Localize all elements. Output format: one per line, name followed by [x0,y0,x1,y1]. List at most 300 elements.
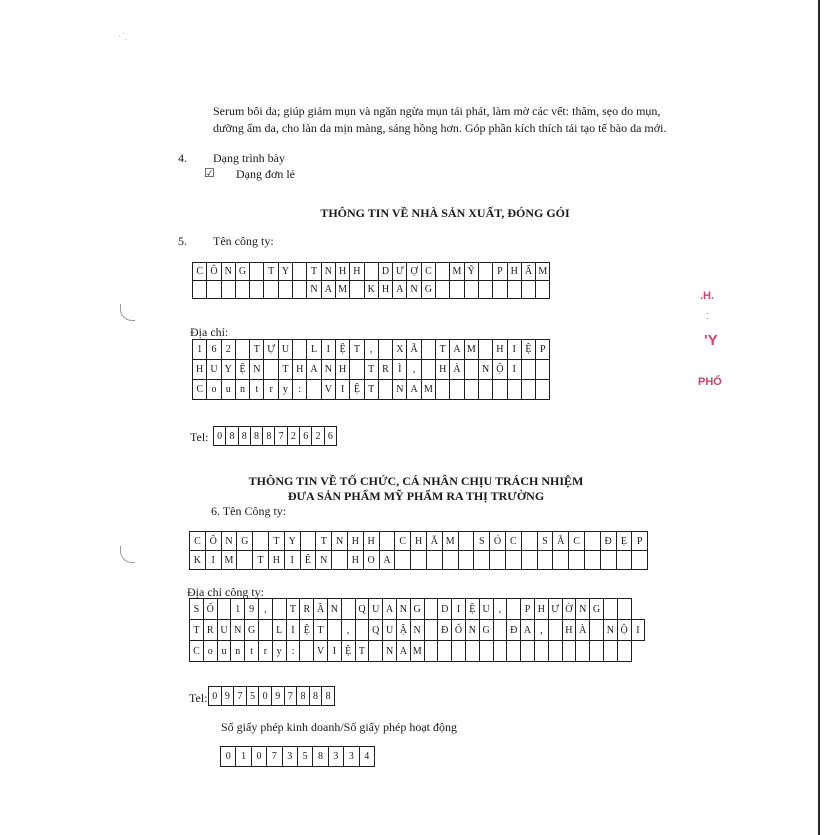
grid-row [193,360,550,380]
grid-cell: Ệ [341,641,355,662]
grid-cell: N [396,599,410,620]
grid-cell: N [231,620,245,641]
grid-cell [253,532,269,551]
grid-cell: T [364,360,378,380]
grid-cell: M [221,551,237,570]
grid-cell: H [411,532,427,551]
grid-cell [300,532,316,551]
grid-cell: U [217,620,231,641]
grid-row [193,281,550,299]
grid-cell [341,599,355,620]
grid-cell: P [493,263,507,281]
grid-cell [537,551,553,570]
grid-cell: 9 [245,599,259,620]
grid-row [190,551,648,570]
grid-cell: N [383,641,397,662]
grid-cell: U [278,340,292,360]
grid-cell: 7 [284,687,297,706]
grid-cell: V [314,641,328,662]
grid-cell: T [314,620,328,641]
grid-cell: T [355,641,369,662]
address-label-2: Địa chỉ công ty: [187,585,264,599]
grid-cell: R [203,620,217,641]
grid-cell: 1 [236,747,251,767]
grid-cell [235,340,249,360]
grid-cell: C [505,532,521,551]
grid-cell: C [395,532,411,551]
company-number: 5. [178,234,187,248]
grid-cell [521,532,537,551]
grid-cell: I [452,599,466,620]
grid-cell: S [537,532,553,551]
grid-cell: M [450,263,464,281]
grid-cell: G [410,599,424,620]
grid-cell: 2 [221,340,235,360]
grid-cell: A [521,620,535,641]
grid-cell [464,281,478,299]
grid-cell: H [193,360,207,380]
grid-cell: U [369,599,383,620]
grid-cell: N [327,599,341,620]
grid-cell [424,620,438,641]
grid-cell: Ầ [314,599,328,620]
grid-cell [300,641,314,662]
grid-cell [278,281,292,299]
grid-cell [350,281,364,299]
grid-cell [250,281,264,299]
grid-cell [442,551,458,570]
grid-cell: 8 [250,427,262,446]
grid-cell: 7 [267,747,282,767]
grid-cell: N [221,532,237,551]
grid-cell: I [507,340,521,360]
grid-cell [507,641,521,662]
grid-cell: , [258,599,272,620]
grid-cell: Ư [393,263,407,281]
grid-cell: Ỹ [464,263,478,281]
grid-cell: Ô [205,532,221,551]
grid-cell: U [479,599,493,620]
grid-cell: T [250,340,264,360]
grid-cell: o [203,641,217,662]
grid-cell: r [258,641,272,662]
grid-cell: Y [221,360,235,380]
grid-cell: T [364,380,378,400]
responsible-address-grid [189,598,645,662]
grid-row [209,687,335,706]
grid-cell: Ê [300,551,316,570]
grid-cell: C [421,263,435,281]
grid-cell: N [576,599,590,620]
grid-cell: , [407,360,421,380]
grid-cell: Ẹ [616,532,632,551]
grid-cell [395,551,411,570]
responsible-company-grid [189,531,648,570]
grid-cell [600,551,616,570]
grid-cell: n [231,641,245,662]
grid-cell [378,340,392,360]
grid-cell [293,340,307,360]
grid-cell [584,532,600,551]
grid-cell: t [250,380,264,400]
grid-cell: H [350,263,364,281]
grid-cell [507,380,521,400]
grid-cell: D [438,599,452,620]
grid-cell: V [321,380,335,400]
grid-cell [548,641,562,662]
grid-cell: 6 [207,340,221,360]
grid-cell: A [407,380,421,400]
grid-cell: A [379,551,395,570]
grid-cell: 3 [328,747,343,767]
grid-cell [421,360,435,380]
grid-cell: N [465,620,479,641]
grid-cell: 0 [214,427,226,446]
grid-cell [293,281,307,299]
product-description: Serum bôi da; giúp giảm mụn và ngăn ngừa mụn tái phát, làm mờ các vết: thâm, sẹo do mụn, dưỡng ẩm da, cho làn da mịn màng, sáng hồng hơn. Góp phần kích thích tái tạo tế bào da mới. [213,104,667,135]
grid-cell [536,281,550,299]
grid-cell: Ă [426,532,442,551]
grid-cell: T [253,551,269,570]
grid-cell [250,263,264,281]
grid-cell [562,641,576,662]
grid-cell: T [307,263,321,281]
grid-cell [237,551,253,570]
grid-cell [436,380,450,400]
grid-cell: Ệ [235,360,249,380]
grid-cell: R [300,599,314,620]
grid-cell [534,641,548,662]
grid-cell: M [421,380,435,400]
grid-cell: T [316,532,332,551]
grid-cell: Ờ [562,599,576,620]
grid-cell: Q [369,620,383,641]
grid-cell: Đ [507,620,521,641]
grid-cell [632,551,648,570]
grid-cell: G [421,281,435,299]
grid-cell: 8 [309,687,322,706]
grid-cell [379,532,395,551]
grid-cell: n [235,380,249,400]
grid-cell [616,551,632,570]
grid-cell [603,599,617,620]
grid-cell: Ố [203,599,217,620]
tel-label: Tel: [190,430,209,444]
grid-cell: 6 [324,427,336,446]
grid-cell: T [264,263,278,281]
grid-cell [436,263,450,281]
grid-cell: L [307,340,321,360]
grid-cell: Ự [264,340,278,360]
manufacturer-heading: THÔNG TIN VỀ NHÀ SẢN XUẤT, ĐÓNG GÓI [320,206,570,220]
grid-cell: H [436,360,450,380]
grid-cell [536,360,550,380]
grid-cell: Ệ [300,620,314,641]
grid-cell: N [332,532,348,551]
grid-cell: I [286,620,300,641]
grid-cell: u [217,641,231,662]
grid-row [193,340,550,360]
stamp-dots: ⁚ [706,312,709,321]
grid-cell: o [207,380,221,400]
grid-cell: y [278,380,292,400]
scan-mark: ·˙. [118,32,128,43]
grid-cell: Ộ [493,360,507,380]
grid-cell: Q [355,599,369,620]
grid-cell: 1 [231,599,245,620]
grid-cell: I [284,551,300,570]
grid-row [193,380,550,400]
grid-cell [207,281,221,299]
grid-cell: Ệ [521,340,535,360]
grid-cell: P [536,340,550,360]
grid-cell: Ì [393,360,407,380]
grid-cell: T [350,340,364,360]
grid-cell [450,281,464,299]
company-label-2: 6. Tên Công ty: [211,504,287,518]
grid-cell: t [245,641,259,662]
stamp-fragment: PHỐ [698,376,722,388]
grid-cell: 1 [193,340,207,360]
grid-cell [617,641,631,662]
grid-cell [479,641,493,662]
grid-cell: H [347,532,363,551]
grid-cell [521,380,535,400]
address-label: Địa chỉ: [190,325,229,339]
grid-cell [378,380,392,400]
grid-cell: N [478,360,492,380]
responsible-tel-grid [208,686,335,706]
grid-cell [507,281,521,299]
grid-cell: Ợ [407,263,421,281]
grid-cell [478,263,492,281]
grid-cell: G [237,532,253,551]
grid-cell: C [193,263,207,281]
grid-cell: Y [284,532,300,551]
grid-cell [424,599,438,620]
grid-row [193,263,550,281]
grid-cell: I [631,620,645,641]
grid-cell [307,380,321,400]
grid-cell: 5 [246,687,259,706]
grid-cell: A [307,360,321,380]
grid-cell: : [286,641,300,662]
grid-cell [438,641,452,662]
grid-cell: R [378,360,392,380]
grid-cell [521,281,535,299]
grid-cell [264,360,278,380]
grid-cell: 7 [234,687,247,706]
grid-cell: M [335,281,349,299]
grid-cell [464,380,478,400]
page-edge [818,0,820,835]
grid-cell: 8 [313,747,328,767]
grid-cell [569,551,585,570]
grid-cell: Ệ [335,340,349,360]
grid-cell: I [321,340,335,360]
grid-cell: S [190,599,204,620]
grid-cell [452,641,466,662]
grid-cell: , [341,620,355,641]
grid-cell [548,620,562,641]
grid-cell [536,380,550,400]
grid-cell: H [335,263,349,281]
grid-cell [258,620,272,641]
grid-cell: 8 [263,427,275,446]
grid-cell: P [521,599,535,620]
grid-row [190,641,645,662]
grid-cell: M [536,263,550,281]
grid-cell [293,263,307,281]
grid-cell [193,281,207,299]
grid-cell: N [393,380,407,400]
grid-cell [603,641,617,662]
grid-cell: u [221,380,235,400]
grid-cell: N [250,360,264,380]
license-number-grid [220,746,375,767]
manufacturer-tel-grid [213,426,337,446]
grid-cell: G [479,620,493,641]
item-4-label: Dạng trình bày [213,151,285,165]
grid-cell: 4 [359,747,374,767]
grid-cell [264,281,278,299]
grid-cell: G [235,263,249,281]
grid-cell: 5 [297,747,312,767]
grid-cell: , [534,620,548,641]
grid-cell: Ẩ [521,263,535,281]
grid-cell [590,641,604,662]
grid-cell: X [393,340,407,360]
checkbox-icon: ☑ [204,166,215,180]
grid-cell [426,551,442,570]
manufacturer-address-grid [192,339,550,400]
grid-cell: 9 [221,687,234,706]
grid-cell: N [221,263,235,281]
grid-cell: Ậ [396,620,410,641]
grid-cell: Y [278,263,292,281]
grid-cell: Ố [452,620,466,641]
grid-cell: 8 [322,687,335,706]
grid-cell [464,360,478,380]
company-label: Tên công ty: [213,234,274,248]
grid-cell: 6 [300,427,312,446]
license-label: Số giấy phép kinh doanh/Số giấy phép hoạt động [221,720,457,734]
grid-cell: A [383,599,397,620]
grid-cell: : [293,380,307,400]
grid-cell: À [576,620,590,641]
grid-cell [424,641,438,662]
grid-cell [221,281,235,299]
grid-cell: , [493,599,507,620]
grid-cell: U [383,620,397,641]
grid-cell: T [268,532,284,551]
grid-cell: M [442,532,458,551]
grid-cell: D [378,263,392,281]
grid-cell: H [293,360,307,380]
grid-row [190,532,648,551]
item-4-option: Dạng đơn lẻ [236,167,295,181]
grid-cell: Đ [438,620,452,641]
grid-cell: U [207,360,221,380]
grid-cell: K [364,281,378,299]
grid-cell: H [493,340,507,360]
stamp-fragment: .H. [700,290,715,302]
grid-cell: 9 [271,687,284,706]
grid-cell: I [205,551,221,570]
grid-cell [507,599,521,620]
grid-cell: C [190,532,206,551]
grid-cell: Ã [407,340,421,360]
grid-cell: 0 [259,687,272,706]
grid-cell: H [507,263,521,281]
grid-cell: N [307,281,321,299]
grid-cell: 3 [344,747,359,767]
grid-row [190,599,645,620]
grid-cell: N [321,263,335,281]
grid-cell: Ô [207,263,221,281]
grid-cell: 3 [282,747,297,767]
grid-cell: N [603,620,617,641]
grid-cell: P [632,532,648,551]
punch-hole-mark [120,546,135,563]
grid-cell: 0 [221,747,236,767]
grid-cell: À [450,360,464,380]
grid-cell: Ệ [350,380,364,400]
grid-cell: N [407,281,421,299]
grid-cell: H [378,281,392,299]
grid-cell: Ắ [553,532,569,551]
tel-label-2: Tel: [189,691,208,705]
grid-cell [272,599,286,620]
grid-cell [521,360,535,380]
responsible-party-heading-line2: ĐƯA SẢN PHẨM MỸ PHẨM RA THỊ TRƯỜNG [287,489,545,503]
grid-cell: , [364,340,378,360]
grid-cell: H [534,599,548,620]
grid-row [214,427,337,446]
grid-cell: S [474,532,490,551]
grid-cell: G [245,620,259,641]
grid-cell [617,599,631,620]
grid-cell [493,641,507,662]
grid-cell: 7 [275,427,287,446]
grid-cell: A [321,281,335,299]
grid-cell: Ệ [465,599,479,620]
grid-cell [576,641,590,662]
grid-cell [478,340,492,360]
grid-cell: A [393,281,407,299]
grid-cell: 8 [226,427,238,446]
grid-cell [235,281,249,299]
grid-cell: A [396,641,410,662]
grid-cell [478,380,492,400]
grid-cell: C [190,641,204,662]
responsible-party-heading-line1: THÔNG TIN VỀ TỔ CHỨC, CÁ NHÂN CHỊU TRÁCH NHIỆM [248,474,584,488]
grid-cell [327,620,341,641]
grid-cell: H [268,551,284,570]
grid-cell [505,551,521,570]
grid-cell: G [590,599,604,620]
grid-cell: H [347,551,363,570]
grid-cell: T [436,340,450,360]
grid-cell: M [410,641,424,662]
grid-cell: Đ [600,532,616,551]
grid-cell: T [278,360,292,380]
grid-cell: C [193,380,207,400]
grid-cell: H [335,360,349,380]
grid-cell: N [410,620,424,641]
grid-cell: I [335,380,349,400]
grid-cell: K [190,551,206,570]
